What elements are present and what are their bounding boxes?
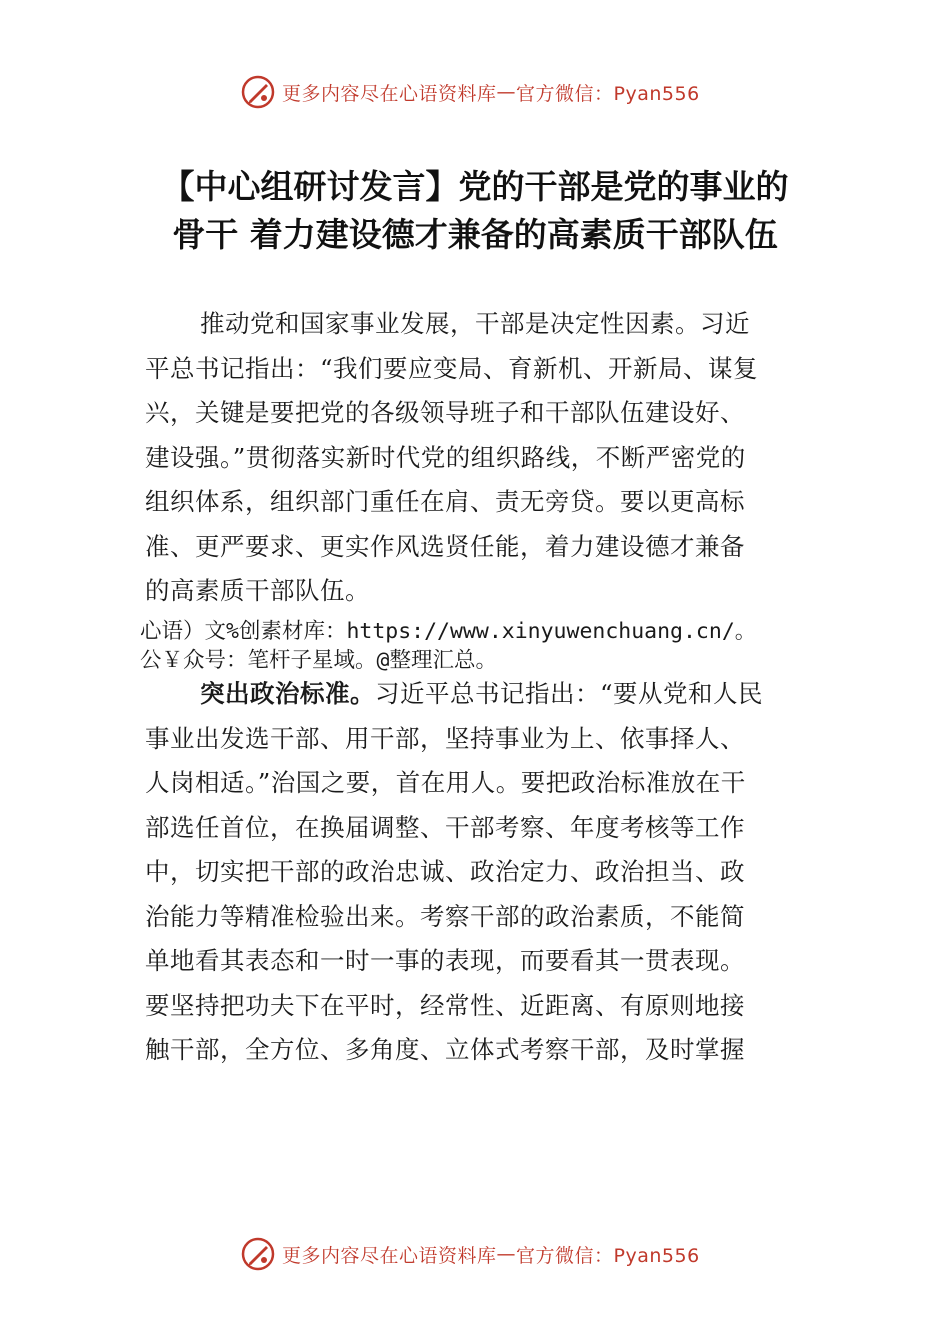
paragraph-line: 推动党和国家事业发展，干部是决定性因素。习近: [200, 309, 750, 338]
paragraph-line: 的高素质干部队伍。: [145, 576, 370, 605]
paragraph-first-line: [145, 672, 810, 717]
paragraph-line: 人岗相适。”治国之要，首在用人。要把政治标准放在干: [145, 768, 746, 797]
banner-dash: —: [496, 81, 517, 103]
paragraph-1: [145, 302, 810, 614]
banner-title: 更多内容尽在心语资料库: [282, 82, 497, 105]
paragraph-line: 建设强。”贯彻落实新时代党的组织路线，不断严密党的: [145, 442, 746, 472]
paragraph-line: 兴，关键是要把党的各级领导班子和干部队伍建设好、: [145, 398, 745, 427]
banner-dash: —: [496, 1243, 517, 1265]
banner-content: [240, 68, 700, 116]
paragraph-line: 触干部，全方位、多角度、立体式考察干部，及时掌握: [145, 1035, 745, 1064]
watermark-line-1: 心语）文%创素材库：https://www.xinyuwenchuang.cn/。: [140, 619, 757, 644]
pen-seal-logo-icon: [240, 1236, 276, 1272]
header-banner: [0, 68, 950, 116]
paragraph-line-rest: 习近平总书记指出：“要从党和人民: [375, 679, 764, 708]
document-title: [120, 163, 830, 259]
banner-wechat: 官方微信：Pyan556: [516, 82, 700, 105]
banner-content: [240, 1230, 700, 1278]
banner-wechat: 官方微信：Pyan556: [516, 1244, 700, 1267]
paragraph-line: 治能力等精准检验出来。考察干部的政治素质，不能简: [145, 901, 745, 931]
paragraph-line: 准、更严要求、更实作风选贤任能，着力建设德才兼备: [145, 531, 745, 561]
paragraph-2: [145, 672, 810, 1073]
paragraph-line: 部选任首位，在换届调整、干部考察、年度考核等工作: [145, 812, 745, 842]
paragraph-line: 事业出发选干部、用干部，坚持事业为上、依事择人、: [145, 723, 745, 753]
paragraph-line: 要坚持把功夫下在平时，经常性、近距离、有原则地接: [145, 990, 745, 1020]
paragraph-line: 单地看其表态和一时一事的表现，而要看其一贯表现。: [145, 946, 745, 975]
banner-title: 更多内容尽在心语资料库: [282, 1244, 497, 1267]
paragraph-line: 组织体系，组织部门重任在肩、责无旁贷。要以更高标: [145, 487, 745, 516]
footer-banner: [0, 1230, 950, 1278]
pen-seal-logo-icon: [240, 74, 276, 110]
source-watermark: [140, 617, 840, 675]
title-line-1: 【中心组研讨发言】党的干部是党的事业的: [161, 167, 789, 206]
section-heading: 突出政治标准。: [200, 679, 375, 708]
title-line-2: 骨干 着力建设德才兼备的高素质干部队伍: [172, 215, 778, 254]
watermark-line-2: 公￥众号：笔杆子星域。@整理汇总。: [140, 648, 497, 673]
paragraph-line: 中，切实把干部的政治忠诚、政治定力、政治担当、政: [145, 857, 745, 886]
paragraph-line: 平总书记指出：“我们要应变局、育新机、开新局、谋复: [145, 353, 759, 383]
